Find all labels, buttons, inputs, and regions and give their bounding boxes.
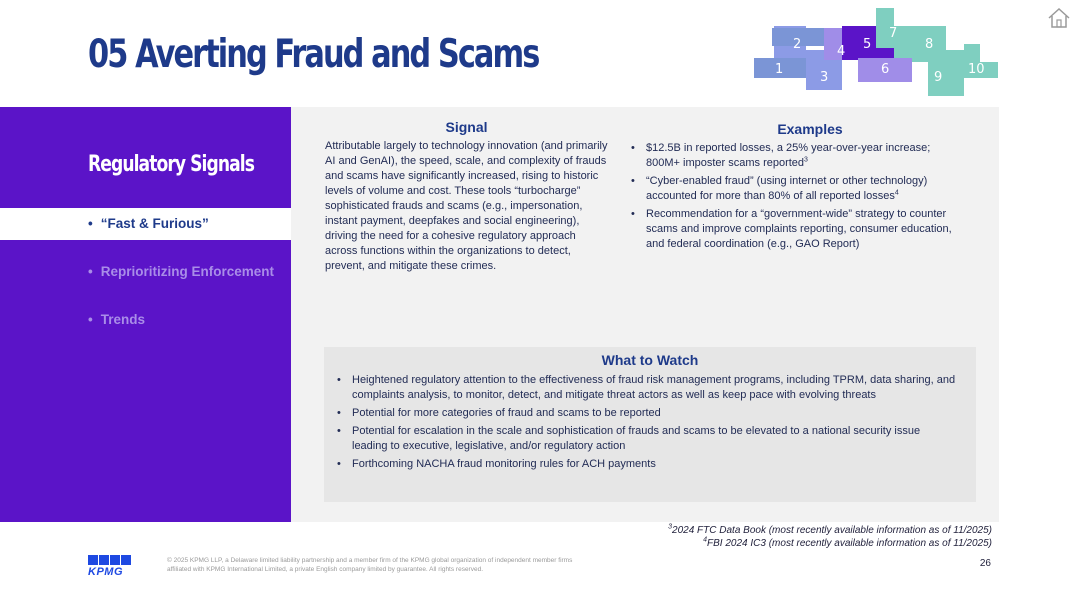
- kpmg-logo: [88, 555, 134, 578]
- list-item: • Potential for escalation in the scale and sophistication of frauds and scams to be elevated to a national security issue leading to executive, legislative, and/or regulatory action: [337, 424, 957, 454]
- tile-label: 10: [968, 62, 985, 77]
- tile-label: 1: [775, 62, 784, 77]
- footnote-text: FBI 2024 IC3 (most recently available information as of 11/2025): [707, 538, 992, 549]
- home-icon[interactable]: [1046, 6, 1072, 30]
- example-text: $12.5B in reported losses, a 25% year-over-year increase; 800M+ imposter scams reported: [646, 142, 931, 169]
- list-item: • Potential for more categories of fraud and scams to be reported: [337, 406, 957, 421]
- what-to-watch-box: [324, 347, 976, 502]
- tile-label: 8: [925, 37, 934, 52]
- main-content: [291, 107, 999, 522]
- sidebar-item-fast-furious[interactable]: [0, 208, 291, 240]
- tile-teal: [946, 50, 964, 64]
- tile-label: 9: [934, 70, 943, 85]
- logo-text: KPMG: [88, 566, 123, 578]
- what-to-watch-heading: What to Watch: [601, 352, 699, 368]
- footnote-ref: 4: [894, 189, 899, 197]
- signal-heading: Signal: [445, 119, 488, 135]
- footnote-number: 4: [703, 536, 708, 544]
- list-item: • Forthcoming NACHA fraud monitoring rules for ACH payments: [337, 457, 957, 472]
- section-title: Regulatory Signals: [88, 152, 255, 177]
- sidebar-item-label: “Fast & Furious”: [100, 216, 209, 231]
- example-text: “Cyber-enabled fraud” (using internet or other technology) accounted for more than 80% of all reported losses: [646, 175, 928, 202]
- tile-label: 7: [889, 26, 898, 41]
- footnote-number: 3: [668, 523, 673, 531]
- logo-blocks: [88, 555, 134, 565]
- page-number: 26: [979, 558, 991, 569]
- sidebar-item-reprioritizing-enforcement[interactable]: [0, 256, 291, 288]
- tile-label: 4: [837, 44, 846, 59]
- list-item: [631, 141, 961, 171]
- examples-list: [631, 141, 961, 255]
- copyright-notice: © 2025 KPMG LLP, a Delaware limited liability partnership and a member firm of the KPMG global organization of independent member firms affiliated with KPMG International Limited, a private English company limited by guarantee. All rights reserved.: [167, 557, 573, 573]
- bullet: •: [88, 264, 93, 279]
- sidebar-item-trends[interactable]: [0, 304, 291, 336]
- list-item: • Heightened regulatory attention to the effectiveness of fraud risk management programs, including TPRM, data sharing, and complaints analysis, to monitor, detect, and mitigate threat actors as well as keep pace with evolving threats: [337, 373, 957, 403]
- footnotes: [668, 524, 992, 550]
- tile-label: 2: [793, 37, 802, 52]
- sidebar-item-label: Reprioritizing Enforcement: [100, 264, 274, 279]
- footnote: [668, 524, 992, 537]
- sidebar-item-label: Trends: [100, 312, 145, 327]
- signal-body: Attributable largely to technology innovation (and primarily AI and GenAI), the speed, scale, and complexity of frauds and scams have significantly increased, rising to historic levels of volume and cost. These tools “turbocharge” sophisticated frauds and scams (e.g., impersonation, instant payment, deepfakes and social engineering), driving the need for a cohesive regulatory approach across functions within the organizations to detect, prevent, and mitigate these crimes.: [325, 140, 608, 272]
- tile-map-graphic: [750, 6, 1002, 98]
- example-text: Recommendation for a “government-wide” strategy to counter scams and improve complaints reporting, consumer education, and federal coordination (e.g., GAO Report): [646, 208, 952, 250]
- bullet: •: [88, 216, 93, 231]
- page-title: 05 Averting Fraud and Scams: [88, 32, 539, 77]
- bullet: •: [88, 312, 93, 327]
- footnote: [668, 537, 992, 550]
- tile-label: 6: [881, 62, 890, 77]
- list-item: [631, 174, 961, 204]
- tile-label: 5: [863, 37, 872, 52]
- footnote-ref: 3: [804, 156, 808, 164]
- what-to-watch-list: [337, 373, 957, 475]
- examples-heading: Examples: [777, 121, 843, 137]
- tile-label: 3: [820, 70, 829, 85]
- list-item: [631, 207, 961, 252]
- sidebar: [0, 107, 291, 522]
- footnote-text: 2024 FTC Data Book (most recently available information as of 11/2025): [672, 525, 992, 536]
